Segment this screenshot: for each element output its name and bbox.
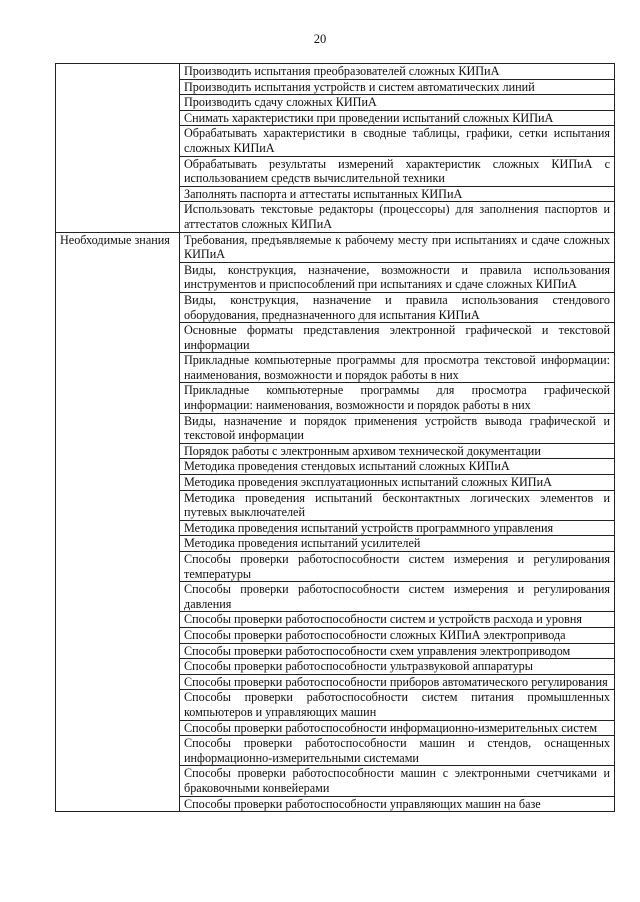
- table-cell: Снимать характеристики при проведении испытаний сложных КИПиА: [180, 110, 615, 126]
- table-cell: Способы проверки работоспособности управляющих машин на базе: [180, 796, 615, 812]
- table-row: [56, 232, 615, 262]
- table-cell: Способы проверки работоспособности приборов автоматического регулирования: [180, 674, 615, 690]
- table-cell: Методика проведения испытаний бесконтактных логических элементов и путевых выключателей: [180, 490, 615, 520]
- table-cell: Методика проведения испытаний устройств программного управления: [180, 520, 615, 536]
- table-cell: Производить испытания устройств и систем автоматических линий: [180, 79, 615, 95]
- table-cell: Требования, предъявляемые к рабочему месту при испытаниях и сдаче сложных КИПиА: [180, 232, 615, 262]
- table-cell: Способы проверки работоспособности систем и устройств расхода и уровня: [180, 612, 615, 628]
- table-cell: Прикладные компьютерные программы для просмотра графической информации: наименования, возможности и порядок работы в них: [180, 383, 615, 413]
- table-cell: Способы проверки работоспособности сложных КИПиА электропривода: [180, 627, 615, 643]
- table-cell: Порядок работы с электронным архивом технической документации: [180, 443, 615, 459]
- section-label: [56, 64, 180, 233]
- table-cell: Основные форматы представления электронной графической и текстовой информации: [180, 323, 615, 353]
- table-cell: Использовать текстовые редакторы (процессоры) для заполнения паспортов и аттестатов сложных КИПиА: [180, 202, 615, 232]
- table-cell: Способы проверки работоспособности машин и стендов, оснащенных информационно-измерительными системами: [180, 736, 615, 766]
- table-cell: Способы проверки работоспособности ультразвуковой аппаратуры: [180, 659, 615, 675]
- table-cell: Способы проверки работоспособности систем измерения и регулирования температуры: [180, 552, 615, 582]
- table-cell: Обрабатывать результаты измерений характеристик сложных КИПиА с использованием средств вычислительной техники: [180, 156, 615, 186]
- table-row: [56, 64, 615, 80]
- section-label: Необходимые знания: [56, 232, 180, 812]
- table-cell: Методика проведения эксплуатационных испытаний сложных КИПиА: [180, 475, 615, 491]
- table-cell: Производить испытания преобразователей сложных КИПиА: [180, 64, 615, 80]
- table-cell: Прикладные компьютерные программы для просмотра текстовой информации: наименования, возможности и порядок работы в них: [180, 353, 615, 383]
- table-cell: Способы проверки работоспособности машин с электронными счетчиками и браковочными конвейерами: [180, 766, 615, 796]
- table-cell: Производить сдачу сложных КИПиА: [180, 95, 615, 111]
- table-cell: Способы проверки работоспособности систем питания промышленных компьютеров и управляющих машин: [180, 690, 615, 720]
- table-cell: Обрабатывать характеристики в сводные таблицы, графики, сетки испытания сложных КИПиА: [180, 126, 615, 156]
- table-cell: Методика проведения стендовых испытаний сложных КИПиА: [180, 459, 615, 475]
- table-cell: Способы проверки работоспособности схем управления электроприводом: [180, 643, 615, 659]
- table-cell: Виды, назначение и порядок применения устройств вывода графической и текстовой информации: [180, 413, 615, 443]
- page-number: 20: [313, 32, 327, 46]
- table-cell: Способы проверки работоспособности систем измерения и регулирования давления: [180, 582, 615, 612]
- table-cell: Методика проведения испытаний усилителей: [180, 536, 615, 552]
- requirements-table: [55, 63, 615, 812]
- table-cell: Способы проверки работоспособности информационно-измерительных систем: [180, 720, 615, 736]
- table-cell: Виды, конструкция, назначение, возможности и правила использования инструментов и приспособлений при испытаниях и сдаче сложных КИПиА: [180, 262, 615, 292]
- table-cell: Заполнять паспорта и аттестаты испытанных КИПиА: [180, 186, 615, 202]
- table-cell: Виды, конструкция, назначение и правила использования стендового оборудования, предназначенного для испытания КИПиА: [180, 292, 615, 322]
